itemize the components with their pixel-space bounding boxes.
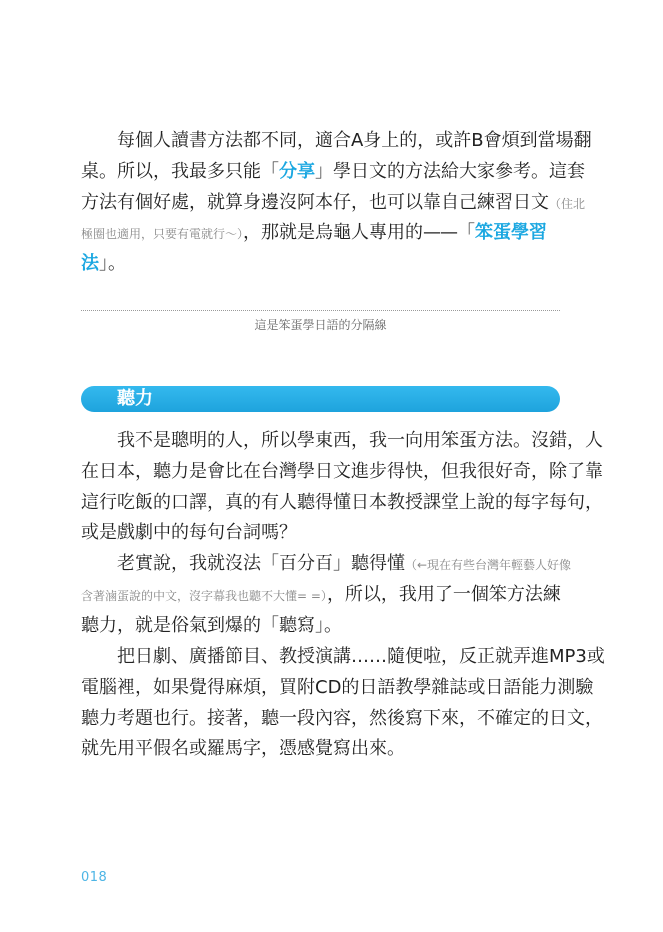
section-title: 聽力 <box>117 388 153 409</box>
honest-paragraph <box>81 549 572 641</box>
page-number: 018 <box>81 870 108 885</box>
method-paragraph <box>81 642 605 765</box>
intro-line-4: 極圈也適用，只要有電就行～），那就是烏龜人專用的——「笨蛋學習 <box>81 222 548 244</box>
aside-note: 極圈也適用，只要有電就行～） <box>81 227 244 242</box>
listening-paragraph <box>81 426 603 549</box>
dotted-divider <box>81 310 560 311</box>
intro-paragraph <box>81 126 592 280</box>
honest-line-2: 含著滷蛋說的中文，沒字幕我也聽不大懂= =），所以，我用了一個笨方法練 <box>81 583 561 605</box>
intro-line-2: 桌。所以，我最多只能「分享」學日文的方法給大家參考。這套 <box>81 160 585 182</box>
method-line-3: 聽力考題也行。接著，聽一段內容，然後寫下來，不確定的日文， <box>81 707 603 729</box>
listening-line-3: 這行吃飯的口譯，真的有人聽得懂日本教授課堂上說的每字每句， <box>81 491 603 513</box>
highlight-method-name-end: 法 <box>81 253 99 275</box>
intro-line-3: 方法有個好處，就算身邊沒阿本仔，也可以靠自己練習日文（住北 <box>81 191 586 213</box>
listening-line-1: 我不是聰明的人，所以學東西，我一向用笨蛋方法。沒錯，人 <box>117 430 603 451</box>
honest-line-1: 老實說，我就沒法「百分百」聽得懂（←現在有些台灣年輕藝人好像 <box>117 553 572 574</box>
method-line-2: 電腦裡，如果覺得麻煩，買附CD的日語教學雜誌或日語能力測驗 <box>81 676 594 698</box>
highlight-share: 分享 <box>279 160 315 182</box>
listening-line-2: 在日本，聽力是會比在台灣學日文進步得快，但我很好奇，除了靠 <box>81 460 603 482</box>
method-line-1: 把日劇、廣播節目、教授演講……隨便啦，反正就弄進MP3或 <box>117 646 605 667</box>
highlight-method-name: 笨蛋學習 <box>475 222 548 244</box>
section-heading-bar <box>81 386 560 412</box>
divider-caption: 這是笨蛋學日語的分隔線 <box>254 318 387 332</box>
honest-line-3: 聽力，就是俗氣到爆的「聽寫」。 <box>81 614 342 636</box>
em-dash: —— <box>423 222 458 244</box>
aside-note: （←現在有些台灣年輕藝人好像 <box>405 558 572 572</box>
method-line-4: 就先用平假名或羅馬字，憑感覺寫出來。 <box>81 738 405 760</box>
intro-line-1: 每個人讀書方法都不同，適合A身上的，或許B會煩到當場翻 <box>117 130 592 151</box>
intro-line-5: 法」。 <box>81 253 126 275</box>
listening-line-4: 或是戲劇中的每句台詞嗎？ <box>81 522 297 544</box>
aside-note: 含著滷蛋說的中文，沒字幕我也聽不大懂= =） <box>81 588 327 603</box>
aside-note: （住北 <box>549 196 586 211</box>
